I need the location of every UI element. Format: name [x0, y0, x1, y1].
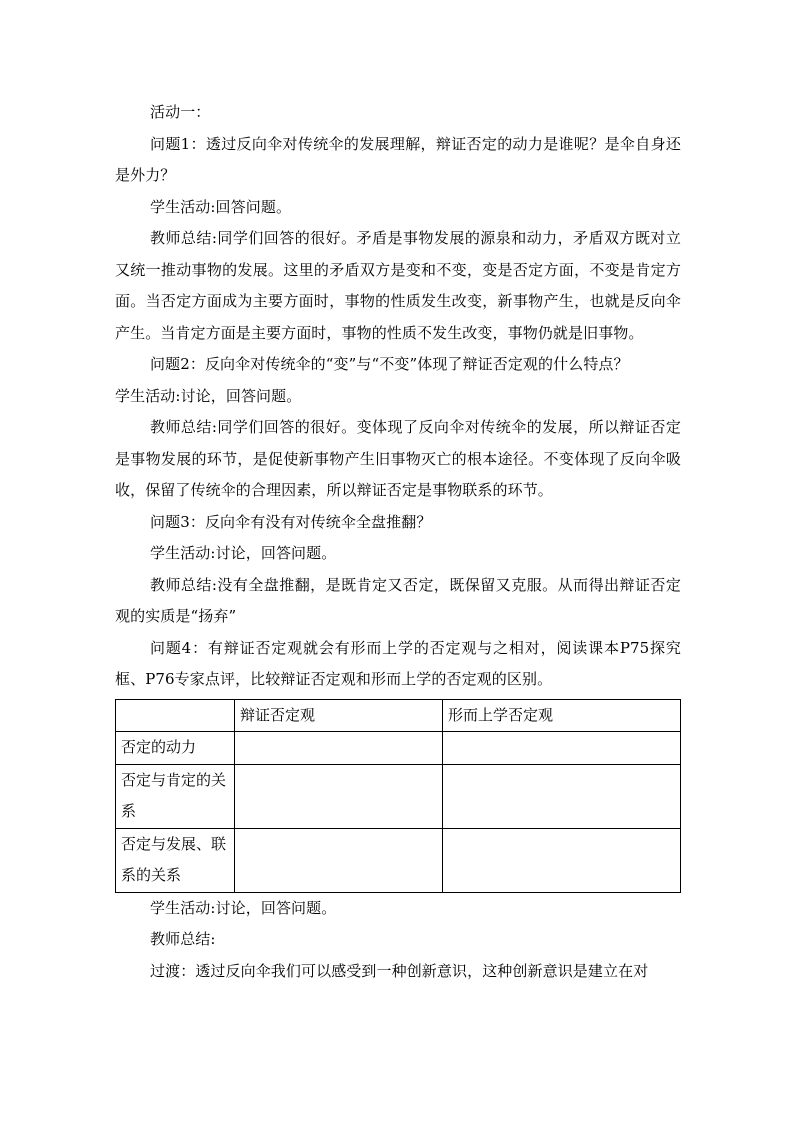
paragraph-transition: 过渡：透过反向伞我们可以感受到一种创新意识，这种创新意识是建立在对 — [150, 961, 649, 980]
table-header-cell — [116, 699, 235, 732]
table-cell — [235, 828, 443, 892]
paragraph-teacher-summary-3: 教师总结:没有全盘推翻，是既肯定又否定，既保留又克服。从而得出辩证否定观的实质是“扬弃” — [115, 575, 681, 625]
document-page — [115, 97, 681, 987]
paragraph-question-4: 问题4：有辩证否定观就会有形而上学的否定观与之相对，阅读课本P75探究框、P76专家点评，比较辩证否定观和形而上学的否定观的区别。 — [115, 638, 681, 688]
table-cell — [235, 732, 443, 765]
paragraph-student-activity-1: 学生活动:回答问题。 — [150, 197, 292, 216]
table-row-label: 否定与肯定的关系 — [116, 764, 235, 828]
paragraph-activity-heading: 活动一： — [150, 103, 211, 121]
paragraph-question-3: 问题3：反向伞有没有对传统伞全盘推翻？ — [150, 512, 432, 531]
table-row-label: 否定与发展、联系的关系 — [116, 828, 235, 892]
paragraph-student-activity-4: 学生活动:讨论，回答问题。 — [150, 898, 337, 917]
table-row — [116, 732, 681, 765]
paragraph-student-activity-3: 学生活动:讨论，回答问题。 — [150, 544, 337, 562]
table-row — [116, 828, 681, 892]
table-cell — [443, 732, 681, 765]
table-cell — [443, 764, 681, 828]
paragraph-teacher-summary-1: 教师总结:同学们回答的很好。矛盾是事物发展的源泉和动力，矛盾双方既对立又统一推动事物的发展。这里的矛盾双方是变和不变，变是否定方面，不变是肯定方面。当否定方面成为主要方面时，事物的性质发生改变，新事物产生，也就是反向伞产生。当肯定方面是主要方面时，事物的性质不发生改变，事物仍就是旧事物。 — [115, 229, 681, 342]
paragraph-question-1: 问题1：透过反向伞对传统伞的发展理解，辩证否定的动力是谁呢？是伞自身还是外力？ — [115, 134, 681, 184]
paragraph-student-activity-2: 学生活动:讨论，回答问题。 — [115, 386, 302, 405]
table-row-label: 否定的动力 — [116, 732, 235, 765]
table-header-row — [116, 699, 681, 732]
paragraph-teacher-summary-4: 教师总结: — [150, 930, 216, 948]
paragraph-question-2: 问题2：反向伞对传统伞的“变”与“不变”体现了辩证否定观的什么特点？ — [150, 355, 629, 373]
comparison-table — [115, 699, 681, 893]
table-cell — [235, 764, 443, 828]
table-cell — [443, 828, 681, 892]
table-header-cell: 形而上学否定观 — [443, 699, 681, 732]
table-row — [116, 764, 681, 828]
paragraph-teacher-summary-2: 教师总结:同学们回答的很好。变体现了反向伞对传统伞的发展，所以辩证否定是事物发展的环节，是促使新事物产生旧事物灭亡的根本途径。不变体现了反向伞吸收，保留了传统伞的合理因素，所以辩证否定是事物联系的环节。 — [115, 418, 681, 499]
table-header-cell: 辩证否定观 — [235, 699, 443, 732]
